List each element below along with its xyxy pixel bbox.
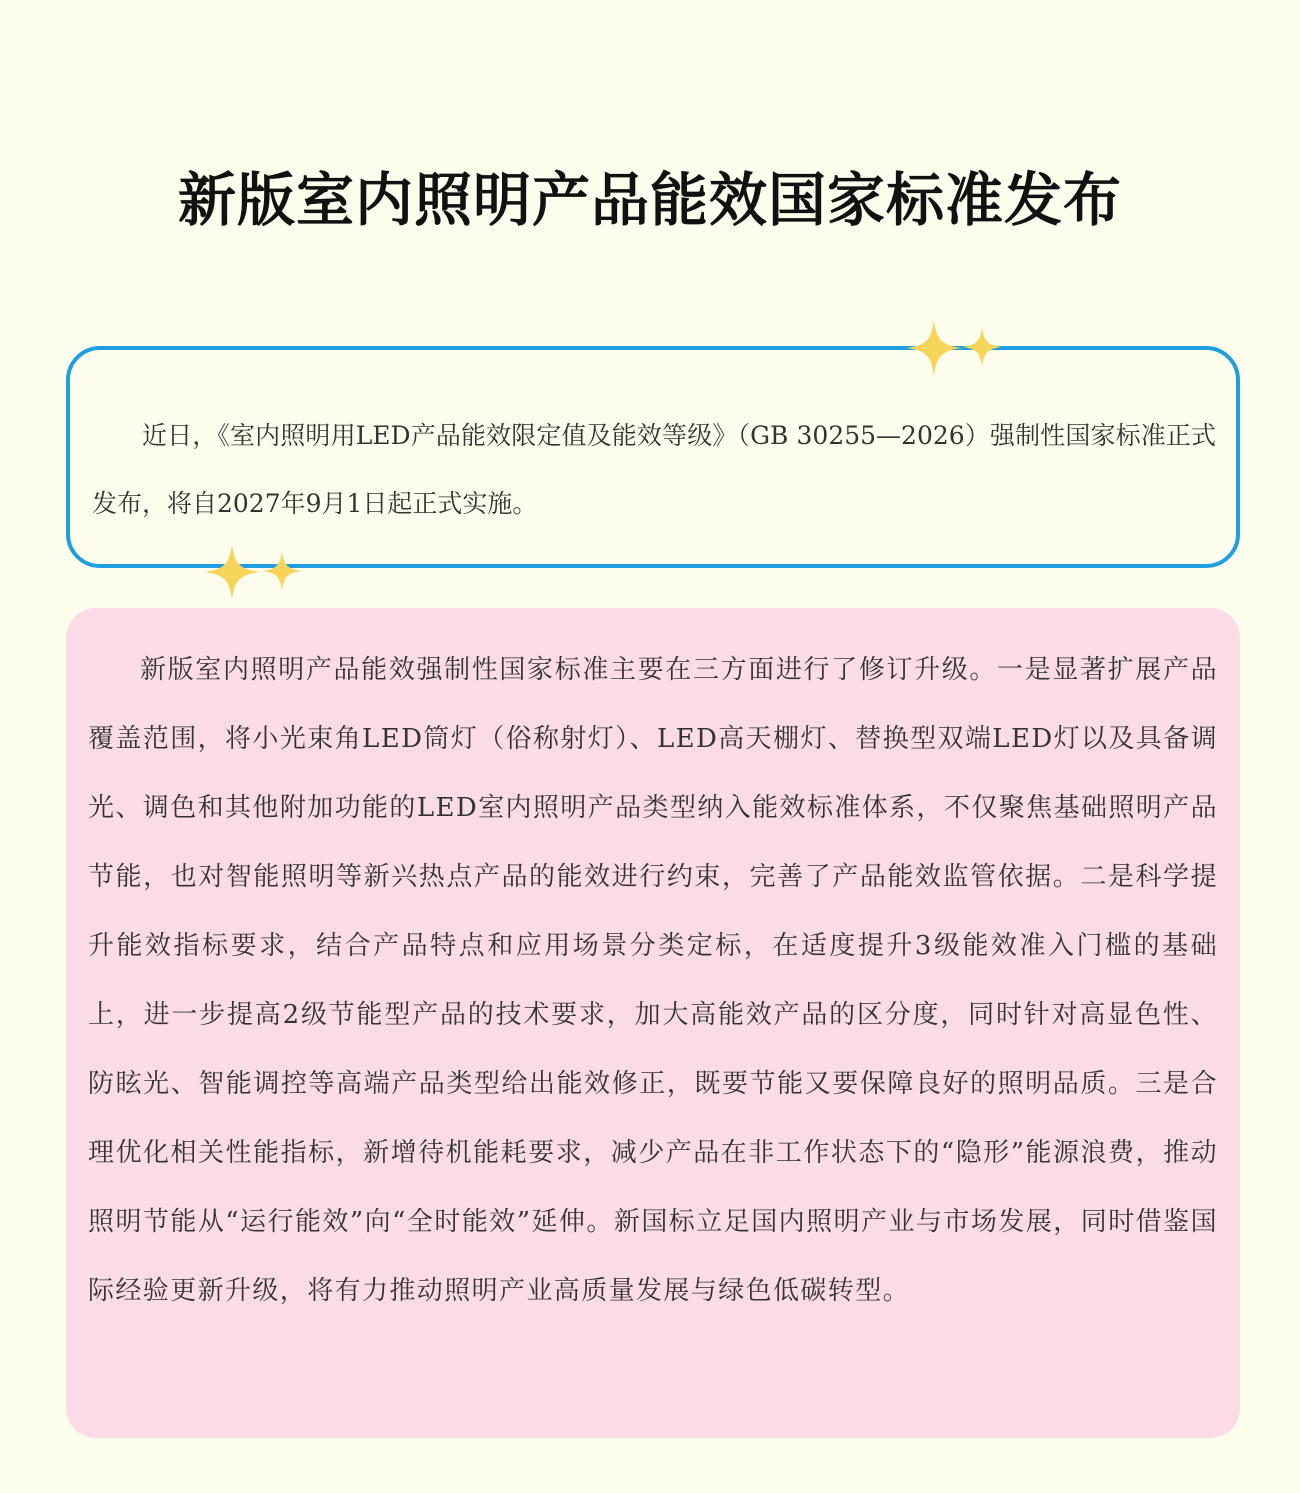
intro-paragraph: 近日，《室内照明用LED产品能效限定值及能效等级》（GB 30255—2026）强制性国家标准正式发布，将自2027年9月1日起正式实施。 xyxy=(92,421,1216,518)
page-title: 新版室内照明产品能效国家标准发布 xyxy=(177,166,1122,234)
sparkle-large-icon xyxy=(906,320,962,376)
intro-box xyxy=(66,346,1240,568)
body-paragraph: 新版室内照明产品能效强制性国家标准主要在三方面进行了修订升级。一是显著扩展产品覆盖范围，将小光束角LED筒灯（俗称射灯）、LED高天棚灯、替换型双端LED灯以及具备调光、调色和其他附加功能的LED室内照明产品类型纳入能效标准体系，不仅聚焦基础照明产品节能，也对智能照明等新兴热点产品的能效进行约束，完善了产品能效监管依据。二是科学提升能效指标要求，结合产品特点和应用场景分类定标，在适度提升3级能效准入门槛的基础上，进一步提高2级节能型产品的技术要求，加大高能效产品的区分度，同时针对高显色性、防眩光、智能调控等高端产品类型给出能效修正，既要节能又要保障良好的照明品质。三是合理优化相关性能指标，新增待机能耗要求，减少产品在非工作状态下的“隐形”能源浪费，推动照明节能从“运行能效”向“全时能效”延伸。新国标立足国内照明产业与市场发展，同时借鉴国际经验更新升级，将有力推动照明产业高质量发展与绿色低碳转型。 xyxy=(88,655,1218,1306)
sparkle-small-icon xyxy=(262,551,302,591)
body-panel xyxy=(66,608,1240,1438)
sparkle-small-icon xyxy=(962,327,1002,367)
sparkle-large-icon xyxy=(204,544,260,600)
